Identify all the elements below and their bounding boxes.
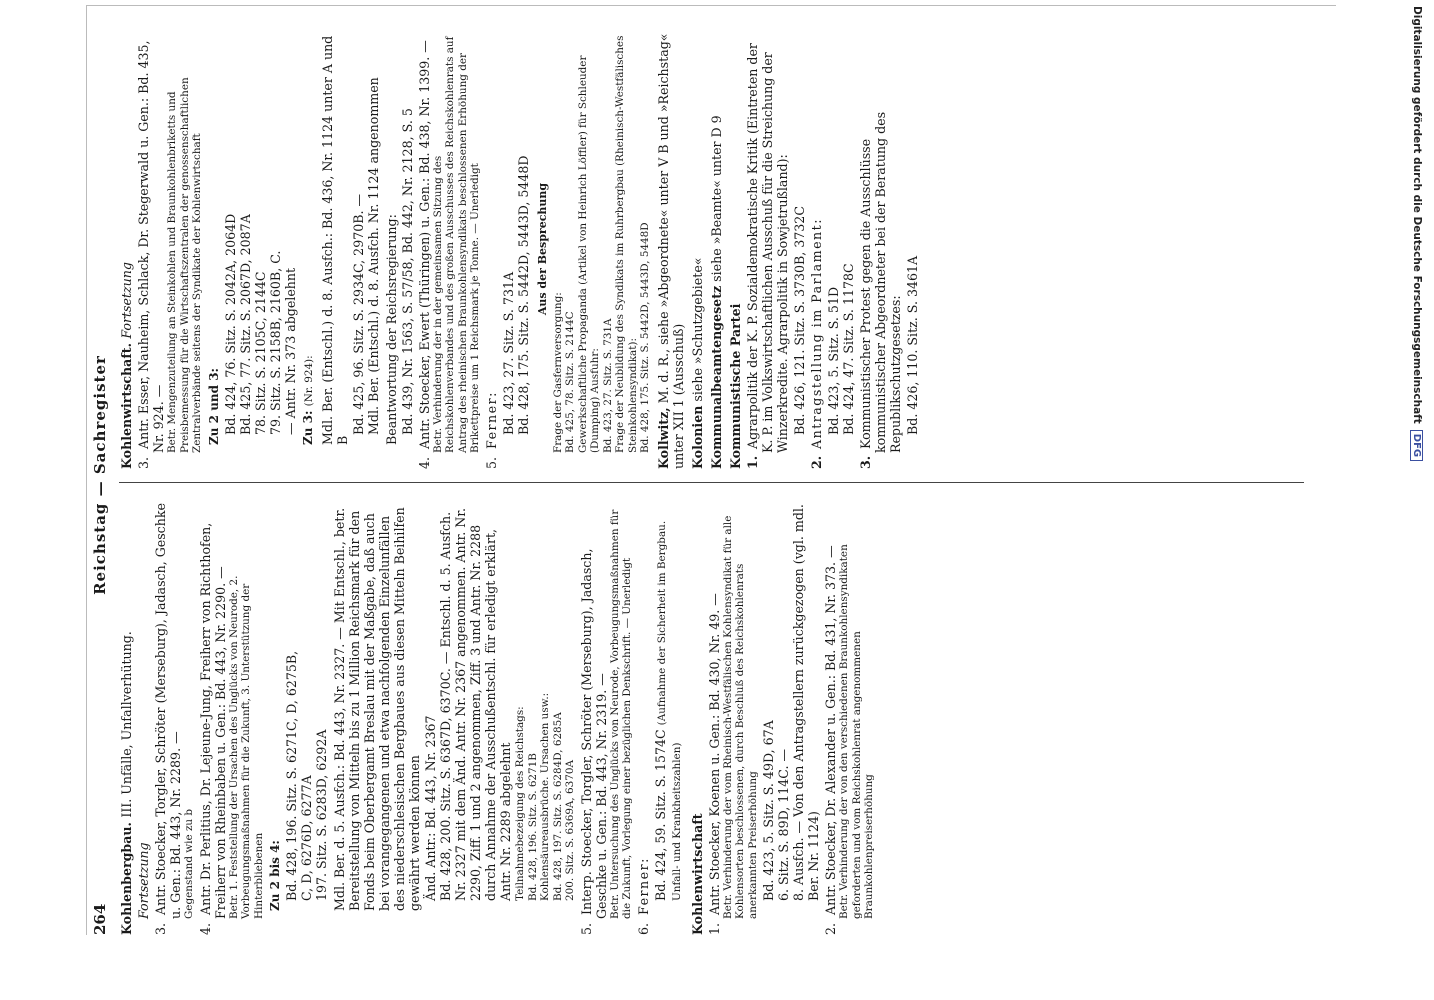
entry-text: Interp. Stoecker, Torgler, Schröter (Merseburg), Jadasch, Geschke u. Gen.: Bd. 443, Nr. 2319. — [578, 548, 609, 919]
entry-number: 5. [578, 922, 594, 935]
entry-note: Betr. 1. Feststellung der Ursachen des Unglücks von Neurode, 2. Vorbeugungsmaßnahmen für die Zukunft, 3. Unterstützung der Hinterbliebenen [227, 575, 265, 919]
reference-line: Bd. 428, 196. Sitz. S. 6271C, D, 6275B, [284, 650, 299, 901]
reference-block [761, 495, 821, 901]
reference-line: Bd. 426, 121. Sitz. S. 3730B, 3732C [791, 206, 807, 435]
digitization-credit [1406, 6, 1428, 856]
subgroup-label: Zu 2 bis 4: [268, 840, 282, 911]
reference-line: Mdl. Ber. (Entschl.) d. 8. Ausfch. Nr. 1124 angenommen [365, 77, 381, 435]
note-line: Teilnahmebezeigung des Reichstags: [514, 706, 526, 901]
register-entry [858, 29, 903, 469]
cross-reference-term: Kolonien [689, 405, 705, 469]
reference-line: Bd. 425, 78. Sitz. S. 2144C [564, 311, 576, 453]
entry-text: Antr. Stoecker, Koenen u. Gen.: Bd. 430, Nr. 49. — [706, 593, 722, 915]
register-entry [136, 29, 204, 469]
entry-number: 4. [416, 456, 432, 469]
reference-block [223, 29, 298, 435]
reference-line: Bd. 428, 196. Sitz. S. 6271B [526, 753, 539, 901]
running-head [85, 15, 115, 935]
rotated-register-page [85, 15, 1315, 935]
committee-report: Mdl. Ber. (Entschl.) d. 8. Ausfch.: Bd. 436, Nr. 1124 unter A und B [319, 35, 350, 445]
entry-text: Ferner: [483, 391, 499, 449]
entry-number: 3. [153, 922, 168, 935]
reference-line: Bd. 428, 175. Sitz. S. 5442D, 5443D, 5448D [639, 222, 651, 453]
register-entry [153, 495, 196, 935]
reference-line: Bd. 425, 96. Sitz. S. 2934C, 2970B. — [350, 193, 366, 435]
entry-text: Agrarpolitik der K. P. Sozialdemokratische Kritik (Eintreten der K. P. im Volkswirtschaftlichen Ausschuß für die Streichung der Winzerkredite. Agrarpolitik in Sowjetrußland): [744, 43, 790, 453]
reference-block [284, 495, 329, 901]
reference-block [400, 29, 415, 435]
reference-text: Bd. 424, 59. Sitz. S. 1574C [652, 729, 668, 901]
discussion-subheading: Aus der Besprechung [535, 182, 549, 316]
subgroup-note: (Nr. 924): [302, 355, 315, 407]
cross-reference-term: Kommunalbeamtengesetz [708, 285, 724, 469]
scan-border-top [86, 5, 1336, 6]
note-line: Frage der Gasfernversorgung: [551, 292, 564, 453]
register-entry [636, 495, 651, 935]
reference-block [653, 495, 684, 901]
reference-line: 6. Sitz. S. 89D, 114C. — [776, 748, 791, 901]
section-heading [119, 495, 134, 935]
credit-text: Digitalisierung gefördert durch die Deutsche Forschungsgemeinschaft [1411, 6, 1423, 424]
reference-block [501, 29, 531, 435]
cross-reference-term: Kollwitz, [655, 407, 671, 469]
entry-number: 5. [483, 456, 499, 469]
entry-note: Betr. Untersuchung des Unglücks von Neurode, Vorbeugungsmaßnahmen für die Zukunft, Vorlegung einer bezüglichen Denkschrift. — Unerledigt [608, 509, 633, 919]
reference-line: 78. Sitz. S. 2105C, 2144C [252, 271, 268, 435]
entry-text: Kommunistischer Protest gegen die Ausschlüsse kommunistischer Abgeordneter bei der Beratung des Republikschutzgesetzes: [857, 111, 903, 453]
reference-note: (Aufnahme der Sicherheit im Bergbau. Unfall- und Krankheitszahlen) [655, 520, 683, 901]
register-entry [823, 495, 876, 935]
reference-line: Bd. 423, 27. Sitz. S. 731A [500, 271, 516, 435]
reference-line: 200. Sitz. S. 6369A, 6370A [564, 760, 576, 901]
entry-number: 2. [808, 455, 824, 469]
reference-block [423, 495, 513, 901]
entry-note: Betr. Verhinderung der vom Rheinisch-Westfälischen Kohlensyndikat für alle Kohlensorten beschlossenen, durch Beschluß des Reichskohlenrats anerkannten Preiserhöhung [721, 515, 759, 919]
reference-line: Bd. 428, 197. Sitz. S. 6284D, 6285A [551, 712, 564, 901]
heading-subtitle: III. Unfälle, Unfallverhütung. [119, 631, 134, 818]
entry-text: Antr. Stoecker, Dr. Alexander u. Gen.: Bd. 431, Nr. 373. — [823, 545, 838, 915]
left-column [119, 495, 1304, 935]
column-divider [119, 482, 1304, 483]
committee-report: Mdl. Ber. d. 5. Ausfch.: Bd. 443, Nr. 2327. — Mit Entschl., betr. Bereitstellung von Mitteln bis zu 1 Million Reichsmark für den Fonds beim Oberbergamt Breslau mit der Maßgabe, daß auch bei vorangegangenen und etwa nachfolgenden Einzelunfällen des niederschlesischen Bergbaues aus diesen Mitteln Beihilfen gewährt werden können [332, 507, 422, 911]
note-line: Gewerkschaftliche Propaganda (Artikel von Heinrich Löffler) für Schleuder (Dumping) Ausfuhr: [576, 55, 601, 453]
cross-reference [690, 29, 705, 469]
reference-block [351, 29, 381, 435]
cross-reference [656, 29, 686, 469]
entry-number: 2. [823, 922, 838, 935]
cross-reference-text: siehe »Schutzgebiete« [689, 257, 705, 402]
reference-block [905, 29, 920, 435]
reference-line [653, 495, 684, 901]
reference-line: Bd. 423, 5. Sitz. S. 51D [825, 286, 841, 435]
entry-note: Betr. Mengenzuteilung an Steinkohlen und Braunkohlenbriketts und Preisbemessung für die Wirtschaftszentralen der genossenschaftlichen Zentralverbände seitens der Syndikate der Kohlenwirtschaft [166, 77, 203, 453]
entry-number: 4. [197, 922, 213, 935]
reference-line: Bd. 428, 200. Sitz. S. 6367D, 6370C. — Entschl. d. 5. Ausfch. Nr. 2327 mit dem Änd. Antr. Nr. 2367 angenommen. Antr. Nr. 2290, Ziff. 1 und 2 angenommen, Ziff. 3 und Antr. Nr. 2288 durch Annahme der Ausschußentschl. für erledigt erklärt, Antr. Nr. 2289 abgelehnt [438, 508, 513, 901]
subgroup-label [301, 29, 317, 445]
note-line: Frage der Neubildung des Syndikats im Ruhrbergbau (Rheinisch-Westfälisches Steinkohlensyndikat): [614, 35, 639, 453]
subgroup-label: Zu 2 und 3: [206, 368, 221, 445]
reference-line: Bd. 423, 5. Sitz. S. 49D, 67A [761, 720, 776, 901]
reference-line: Änd. Antr.: Bd. 443, Nr. 2367 [423, 715, 438, 901]
note-line: Kohlensäureausbrüche. Ursachen usw.: [539, 692, 551, 901]
reference-block [552, 29, 652, 453]
entry-text: Antr. Esser, Nauheim, Schlack, Dr. Stegerwald u. Gen.: Bd. 435, Nr. 924. — [136, 40, 166, 453]
cross-reference-text: M. d. R., siehe »Abgeordnete« unter V B und »Reichstag« unter XII 1 (Ausschuß) [655, 33, 686, 469]
continuation-note: Fortsetzung [119, 262, 134, 339]
register-entry [198, 495, 266, 935]
government-reply: Beantwortung der Reichsregierung: [383, 214, 399, 445]
reference-line: Bd. 423, 27. Sitz. S. 731A [601, 318, 614, 453]
register-entry [417, 29, 482, 469]
register-entry [809, 29, 824, 469]
entry-text: Antr. Stoecker, Ewert (Thüringen) u. Gen.: Bd. 438, Nr. 1399. — [416, 40, 432, 449]
reference-line: C, D, 6276D, 6277A [299, 775, 314, 901]
text-columns [119, 15, 1309, 935]
reference-line: 8. Ausfch. — Von den Antragstellern zurückgezogen (vgl. mdl. Ber. Nr. 1124) [791, 504, 821, 901]
entry-number: 1. [744, 455, 760, 469]
entry-number: 1. [706, 922, 722, 935]
reference-line: 197. Sitz. S. 6283D, 6292A [314, 729, 329, 901]
reference-line: Bd. 428, 175. Sitz. S. 5442D, 5443D, 5448D [515, 155, 531, 435]
register-entry [579, 495, 634, 935]
entry-number: 6. [635, 922, 651, 935]
entry-text: Ferner: [635, 857, 651, 915]
cross-reference [709, 29, 724, 469]
entry-text: Antr. Dr. Perlitius, Dr. Lejeune-Jung, Freiherr von Richthofen, Freiherr von Rheinbaben u. Gen.: Bd. 443, Nr. 2290. — [197, 522, 228, 919]
page-number: 264 [90, 903, 109, 935]
entry-text: Antr. Stoecker, Torgler, Schröter (Merseburg), Jadasch, Geschke u. Gen.: Bd. 443, Nr. 2289. — [153, 503, 183, 919]
reference-line: Bd. 424, 76. Sitz. S. 2042A, 2064D [222, 213, 238, 435]
register-entry [707, 495, 760, 935]
reference-line: Bd. 439, Nr. 1563, S. 57/58, Bd. 442, Nr. 2128, S. 5 [399, 108, 415, 435]
heading-term: Kohlenbergbau. [119, 822, 134, 935]
section-heading: Kommunistische Partei [727, 303, 743, 469]
entry-note: Betr. Verhinderung der in der gemeinsamen Sitzung des Reichskohlenverbandes und des großen Ausschusses des Reichskohlenrats auf Antrag des rheinischen Braunkohlensyndikats beschlossenen Erhöhung der Brikettpreise um 1 Reichsmark je Tonne. — Unerledigt [431, 36, 481, 453]
entry-note: Gegenstand wie zu b [183, 808, 195, 919]
reference-line: Bd. 426, 110. Sitz. S. 3461A [904, 255, 920, 435]
cross-reference-text: siehe »Beamte« unter D 9 [708, 115, 724, 282]
entry-note: Betr. Verhinderung der von den verschiedenen Braunkohlensyndikaten geforderten und vom Reichskohlenrat angenommenen Braunkohlenpreiserhöhung [838, 544, 875, 919]
section-heading: Kohlenwirtschaft [689, 813, 705, 935]
subgroup-title: Zu 3: [300, 410, 315, 445]
section-heading [119, 29, 134, 469]
reference-block [792, 29, 807, 435]
reference-line: Bd. 424, 47. Sitz. S. 1178C [840, 263, 856, 435]
dfg-logo: DFG [1411, 430, 1424, 461]
reference-block [514, 495, 577, 901]
heading-term: Kohlenwirtschaft. [119, 343, 134, 469]
reference-line: Bd. 425, 77. Sitz. S. 2067D, 2087A [237, 214, 253, 435]
entry-number: 3. [136, 456, 151, 469]
reference-block [826, 29, 856, 435]
register-entry [745, 29, 790, 469]
continuation-note: Fortsetzung [136, 842, 151, 919]
reference-line: — Antr. Nr. 373 abgelehnt [282, 267, 298, 435]
entry-text: Antragstellung im Parlament: [808, 218, 824, 449]
entry-number: 3. [857, 455, 873, 469]
reference-line: 79. Sitz. S. 2158B, 2160B, C. [267, 250, 283, 435]
register-entry [484, 29, 499, 469]
running-title: Reichstag — Sachregister [90, 355, 109, 595]
right-column [119, 29, 1304, 469]
